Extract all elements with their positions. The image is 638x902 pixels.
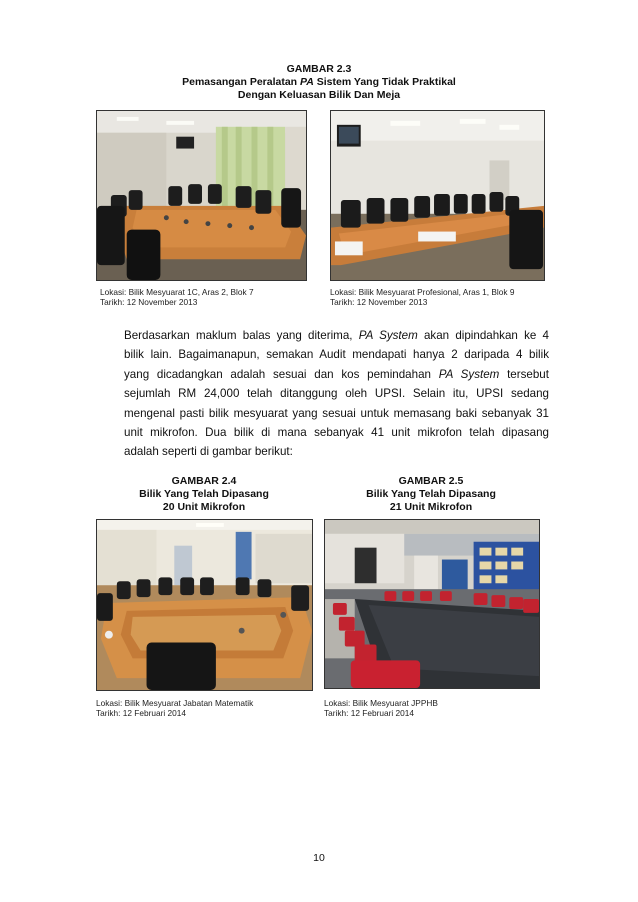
paragraph-line-1-italic: PA System (358, 329, 418, 342)
figure-2-5-line3: 21 Unit Mikrofon (389, 501, 473, 513)
paragraph-line-1-a: Berdasarkan maklum balas yang diterima, (124, 329, 359, 342)
figure-2-5-line2: Bilik Yang Telah Dipasang (366, 488, 496, 500)
meeting-room-photo-1 (96, 110, 307, 281)
figure-2-4-heading (119, 475, 289, 514)
photo-4-caption (324, 698, 438, 718)
figure-2-3-title: GAMBAR 2.3 (286, 63, 352, 75)
figure-2-4-line2: Bilik Yang Telah Dipasang (139, 488, 269, 500)
figure-2-4-title: GAMBAR 2.4 (171, 475, 237, 487)
paragraph-line-3-italic: PA System (438, 367, 500, 381)
paragraph-line-5: mengenal pasti bilik mesyuarat yang sesuai untuk memasang baki sebanyak 31 (124, 406, 549, 420)
figure-2-3-heading (0, 63, 638, 102)
paragraph-line-6: unit mikrofon. Dua bilik di mana sebanyak 41 unit mikrofon telah dipasang (124, 426, 549, 440)
photo-3-date: Tarikh: 12 Februari 2014 (96, 708, 186, 718)
paragraph-line-3-b: tersebut (499, 367, 549, 381)
figure-2-3-subtitle-post: Sistem Yang Tidak Praktikal (313, 76, 456, 88)
paragraph-line-1 (124, 326, 549, 345)
figure-2-5-title: GAMBAR 2.5 (398, 475, 464, 487)
paragraph-line-2: bilik lain. Bagaimanapun, semakan Audit mendapati hanya 2 daripada 4 bilik (124, 348, 549, 362)
photo-2-location: Lokasi: Bilik Mesyuarat Profesional, Aras 1, Blok 9 (330, 287, 515, 297)
photo-1-date: Tarikh: 12 November 2013 (100, 297, 198, 307)
paragraph-line-7: adalah seperti di gambar berikut: (124, 445, 293, 459)
photo-3-caption (96, 698, 253, 718)
figure-2-3-subtitle (0, 76, 638, 89)
meeting-room-photo-2 (330, 110, 545, 281)
meeting-room-photo-3 (96, 519, 313, 691)
meeting-room-photo-4 (324, 519, 540, 689)
page-number: 10 (313, 852, 325, 864)
photo-3-location: Lokasi: Bilik Mesyuarat Jabatan Matematik (96, 698, 254, 708)
body-paragraph (124, 326, 549, 462)
paragraph-line-3-a: yang dicadangkan adalah sesuai dan kos pemindahan (124, 367, 439, 381)
figure-2-4-line3: 20 Unit Mikrofon (162, 501, 246, 513)
paragraph-line-3 (124, 365, 549, 384)
paragraph-line-4: sejumlah RM 24,000 telah ditanggung oleh UPSI. Selain itu, UPSI sedang (124, 387, 549, 401)
photo-2-caption (330, 287, 514, 307)
photo-4-date: Tarikh: 12 Februari 2014 (324, 708, 414, 718)
paragraph-line-1-b: akan dipindahkan ke 4 (417, 329, 549, 342)
photo-4-location: Lokasi: Bilik Mesyuarat JPPHB (324, 698, 438, 708)
photo-1-caption (100, 287, 254, 307)
figure-2-3-subtitle-italic: PA (300, 76, 314, 88)
figure-2-5-heading (346, 475, 516, 514)
photo-1-location: Lokasi: Bilik Mesyuarat 1C, Aras 2, Blok 7 (100, 287, 254, 297)
figure-2-3-subtitle-pre: Pemasangan Peralatan (182, 76, 301, 88)
photo-2-date: Tarikh: 12 November 2013 (330, 297, 428, 307)
figure-2-3-subtitle-line2: Dengan Keluasan Bilik Dan Meja (237, 89, 401, 101)
